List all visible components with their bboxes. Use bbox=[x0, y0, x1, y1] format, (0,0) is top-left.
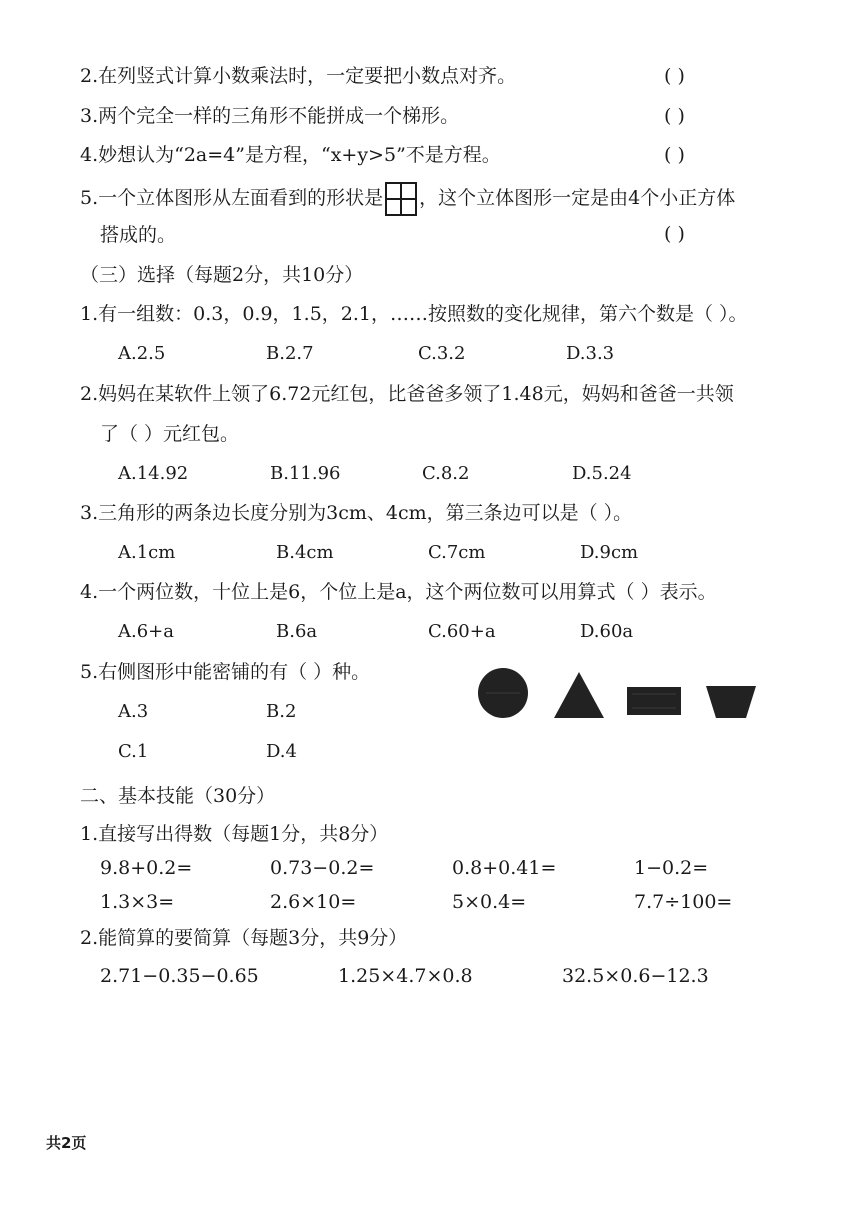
option-d[interactable]: D.4 bbox=[266, 741, 297, 762]
calc-item: 5×0.4= bbox=[452, 891, 527, 913]
circle-shape bbox=[476, 666, 530, 720]
calc-item: 32.5×0.6−12.3 bbox=[562, 965, 709, 987]
answer-paren[interactable]: ( ) bbox=[664, 65, 685, 87]
option-a[interactable]: A.14.92 bbox=[118, 463, 189, 484]
calc-item: 1.25×4.7×0.8 bbox=[338, 965, 473, 987]
option-b[interactable]: B.6a bbox=[276, 621, 318, 642]
calc-item: 0.8+0.41= bbox=[452, 857, 557, 879]
page-count: 共2页 bbox=[46, 1134, 87, 1152]
judge-item-3: 3.两个完全一样的三角形不能拼成一个梯形。 bbox=[80, 105, 460, 127]
option-b[interactable]: B.2.7 bbox=[266, 343, 314, 364]
skills-part2-heading: 2.能简算的要简算（每题3分，共9分） bbox=[80, 927, 408, 949]
option-c[interactable]: C.3.2 bbox=[418, 343, 466, 364]
judge-item-2: 2.在列竖式计算小数乘法时，一定要把小数点对齐。 bbox=[80, 65, 517, 87]
option-a[interactable]: A.6+a bbox=[118, 621, 174, 642]
calc-item: 2.6×10= bbox=[270, 891, 357, 913]
option-c[interactable]: C.7cm bbox=[428, 542, 486, 563]
calc-item: 1−0.2= bbox=[634, 857, 709, 879]
option-d[interactable]: D.9cm bbox=[580, 542, 639, 563]
option-b[interactable]: B.2 bbox=[266, 701, 297, 722]
judge-item-5 bbox=[80, 182, 735, 216]
option-c[interactable]: C.8.2 bbox=[422, 463, 470, 484]
answer-paren[interactable]: ( ) bbox=[664, 144, 685, 166]
judge-item-5-cont: 搭成的。 bbox=[100, 224, 177, 246]
option-b[interactable]: B.4cm bbox=[276, 542, 334, 563]
grid-2x2-icon bbox=[385, 182, 417, 216]
judge-item-5-before: 5.一个立体图形从左面看到的形状是 bbox=[80, 187, 384, 209]
choice-q2: 2.妈妈在某软件上领了6.72元红包，比爸爸多领了1.48元，妈妈和爸爸一共领 bbox=[80, 383, 734, 405]
option-a[interactable]: A.3 bbox=[118, 701, 149, 722]
option-d[interactable]: D.60a bbox=[580, 621, 634, 642]
section-heading-skills: 二、基本技能（30分） bbox=[80, 785, 276, 807]
choice-q1: 1.有一组数：0.3，0.9，1.5，2.1，……按照数的变化规律，第六个数是（ ）。 bbox=[80, 303, 748, 325]
rectangle-shape bbox=[626, 686, 682, 716]
calc-item: 2.71−0.35−0.65 bbox=[100, 965, 259, 987]
judge-item-5-after: ，这个立体图形一定是由4个小正方体 bbox=[419, 187, 736, 209]
option-a[interactable]: A.2.5 bbox=[118, 343, 166, 364]
choice-q4: 4.一个两位数，十位上是6，个位上是a，这个两位数可以用算式（ ）表示。 bbox=[80, 581, 717, 603]
option-c[interactable]: C.60+a bbox=[428, 621, 496, 642]
option-d[interactable]: D.3.3 bbox=[566, 343, 615, 364]
skills-part1-heading: 1.直接写出得数（每题1分，共8分） bbox=[80, 823, 389, 845]
triangle-shape bbox=[552, 670, 606, 720]
answer-paren[interactable]: ( ) bbox=[664, 223, 685, 245]
section-heading-choice: （三）选择（每题2分，共10分） bbox=[80, 264, 364, 286]
choice-q3: 3.三角形的两条边长度分别为3cm、4cm，第三条边可以是（ ）。 bbox=[80, 502, 633, 524]
calc-item: 0.73−0.2= bbox=[270, 857, 375, 879]
trapezoid-shape bbox=[704, 684, 758, 720]
choice-q5: 5.右侧图形中能密铺的有（ ）种。 bbox=[80, 661, 371, 683]
judge-item-4: 4.妙想认为“2a=4”是方程，“x+y>5”不是方程。 bbox=[80, 144, 501, 166]
choice-q2-cont: 了（ ）元红包。 bbox=[100, 423, 240, 445]
option-c[interactable]: C.1 bbox=[118, 741, 149, 762]
calc-item: 1.3×3= bbox=[100, 891, 175, 913]
option-b[interactable]: B.11.96 bbox=[270, 463, 341, 484]
option-d[interactable]: D.5.24 bbox=[572, 463, 632, 484]
option-a[interactable]: A.1cm bbox=[118, 542, 176, 563]
answer-paren[interactable]: ( ) bbox=[664, 105, 685, 127]
calc-item: 9.8+0.2= bbox=[100, 857, 193, 879]
calc-item: 7.7÷100= bbox=[634, 891, 733, 913]
